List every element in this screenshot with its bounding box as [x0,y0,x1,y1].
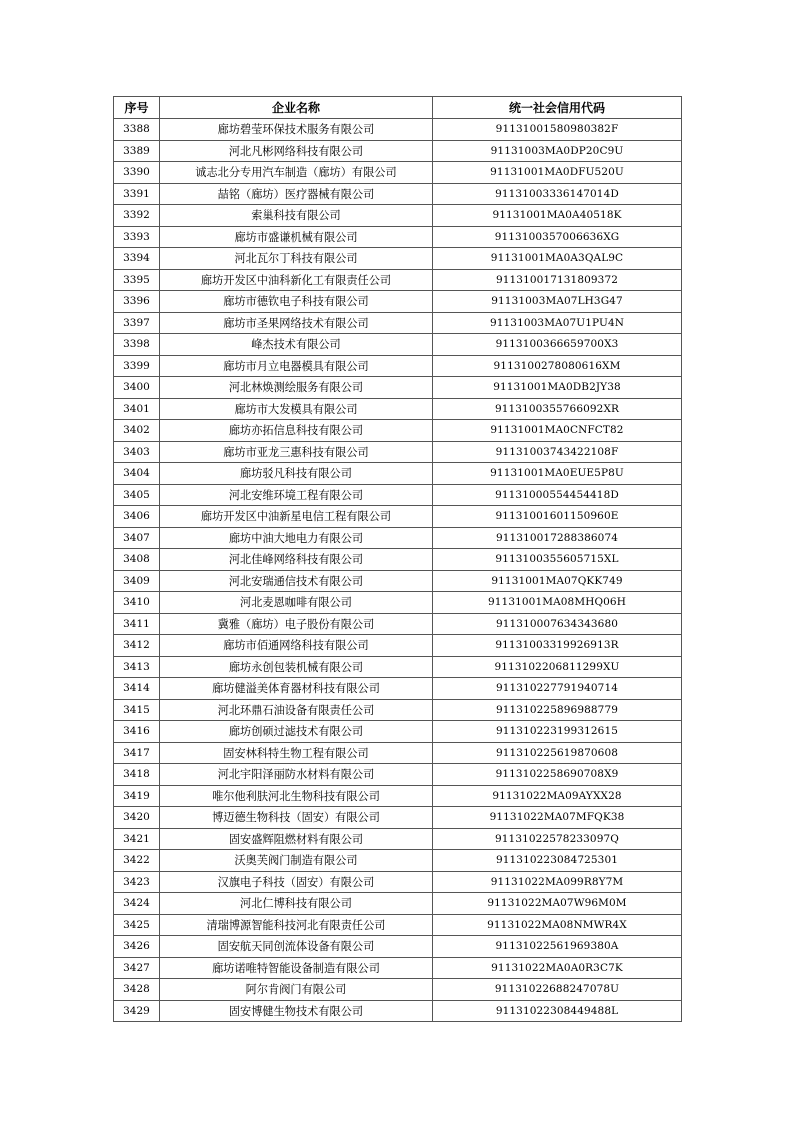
serial-number-cell: 3429 [114,1000,160,1022]
credit-code-cell: 91131022MA0A0R3C7K [433,957,682,979]
header-company-name: 企业名称 [160,97,433,119]
table-row [114,527,682,549]
credit-code-cell: 91131022688247078U [433,979,682,1001]
table-row [114,613,682,635]
company-name-cell: 索巢科技有限公司 [160,205,433,227]
company-name-cell: 廊坊驳凡科技有限公司 [160,463,433,485]
table-row [114,914,682,936]
table-row [114,893,682,915]
company-name-cell: 廊坊碧莹环保技术服务有限公司 [160,119,433,141]
table-row [114,592,682,614]
serial-number-cell: 3409 [114,570,160,592]
credit-code-cell: 9113100357006636XG [433,226,682,248]
serial-number-cell: 3413 [114,656,160,678]
serial-number-cell: 3426 [114,936,160,958]
credit-code-cell: 91131001MA08MHQ06H [433,592,682,614]
company-name-cell: 廊坊创硕过滤技术有限公司 [160,721,433,743]
serial-number-cell: 3422 [114,850,160,872]
serial-number-cell: 3391 [114,183,160,205]
table-row [114,291,682,313]
credit-code-cell: 9113100355605715XL [433,549,682,571]
serial-number-cell: 3402 [114,420,160,442]
company-name-cell: 固安林科特生物工程有限公司 [160,742,433,764]
serial-number-cell: 3399 [114,355,160,377]
company-name-cell: 固安航天同创流体设备有限公司 [160,936,433,958]
credit-code-cell: 91131000554454418D [433,484,682,506]
company-name-cell: 河北瓦尔丁科技有限公司 [160,248,433,270]
serial-number-cell: 3428 [114,979,160,1001]
credit-code-cell: 91131022308449488L [433,1000,682,1022]
credit-code-cell: 91131001MA0EUE5P8U [433,463,682,485]
credit-code-cell: 91131001MA0A3QAL9C [433,248,682,270]
company-name-cell: 冀雅（廊坊）电子股份有限公司 [160,613,433,635]
table-row [114,226,682,248]
company-name-cell: 阿尔肯阀门有限公司 [160,979,433,1001]
company-name-cell: 汉旗电子科技（固安）有限公司 [160,871,433,893]
company-name-cell: 河北麦恩咖啡有限公司 [160,592,433,614]
table-row [114,549,682,571]
table-row [114,570,682,592]
company-name-cell: 廊坊亦拓信息科技有限公司 [160,420,433,442]
serial-number-cell: 3423 [114,871,160,893]
table-row [114,377,682,399]
table-row [114,334,682,356]
company-name-cell: 峰杰技术有限公司 [160,334,433,356]
credit-code-cell: 911310223199312615 [433,721,682,743]
company-name-cell: 喆铭（廊坊）医疗器械有限公司 [160,183,433,205]
credit-code-cell: 91131003743422108F [433,441,682,463]
company-name-cell: 河北宇阳泽丽防水材料有限公司 [160,764,433,786]
credit-code-cell: 91131022MA09AYXX28 [433,785,682,807]
serial-number-cell: 3392 [114,205,160,227]
company-name-cell: 河北凡彬网络科技有限公司 [160,140,433,162]
header-row [114,97,682,119]
credit-code-cell: 91131022MA099R8Y7M [433,871,682,893]
serial-number-cell: 3411 [114,613,160,635]
serial-number-cell: 3397 [114,312,160,334]
table-row [114,656,682,678]
company-name-cell: 廊坊开发区中油科新化工有限责任公司 [160,269,433,291]
company-name-cell: 廊坊市大发模具有限公司 [160,398,433,420]
company-name-cell: 河北安维环境工程有限公司 [160,484,433,506]
company-name-cell: 廊坊诺唯特智能设备制造有限公司 [160,957,433,979]
credit-code-cell: 91131022MA07MFQK38 [433,807,682,829]
credit-code-cell: 91131003MA07U1PU4N [433,312,682,334]
table-row [114,678,682,700]
credit-code-cell: 911310223084725301 [433,850,682,872]
credit-code-cell: 911310225619870608 [433,742,682,764]
table-row [114,699,682,721]
credit-code-cell: 91131001580980382F [433,119,682,141]
table-row [114,183,682,205]
company-name-cell: 河北环鼎石油设备有限责任公司 [160,699,433,721]
credit-code-cell: 911310007634343680 [433,613,682,635]
company-name-cell: 博迈德生物科技（固安）有限公司 [160,807,433,829]
company-name-cell: 廊坊永创包装机械有限公司 [160,656,433,678]
credit-code-cell: 91131022578233097Q [433,828,682,850]
serial-number-cell: 3415 [114,699,160,721]
company-name-cell: 河北安瑞通信技术有限公司 [160,570,433,592]
credit-code-cell: 9113100278080616XM [433,355,682,377]
credit-code-cell: 91131001MA0CNFCT82 [433,420,682,442]
serial-number-cell: 3400 [114,377,160,399]
table-row [114,785,682,807]
serial-number-cell: 3414 [114,678,160,700]
company-name-cell: 廊坊市佰通网络科技有限公司 [160,635,433,657]
table-row [114,248,682,270]
table-row [114,828,682,850]
table-row [114,420,682,442]
credit-code-cell: 911310225896988779 [433,699,682,721]
table-row [114,936,682,958]
table-row [114,807,682,829]
company-name-cell: 河北佳峰网络科技有限公司 [160,549,433,571]
credit-code-cell: 91131003336147014D [433,183,682,205]
serial-number-cell: 3388 [114,119,160,141]
table-row [114,979,682,1001]
table-header [114,97,682,119]
table-row [114,1000,682,1022]
company-name-cell: 廊坊市亚龙三惠科技有限公司 [160,441,433,463]
serial-number-cell: 3396 [114,291,160,313]
header-serial-number: 序号 [114,97,160,119]
serial-number-cell: 3417 [114,742,160,764]
serial-number-cell: 3425 [114,914,160,936]
credit-code-cell: 91131022561969380A [433,936,682,958]
table-row [114,140,682,162]
company-name-cell: 廊坊开发区中油新星电信工程有限公司 [160,506,433,528]
credit-code-cell: 91131001601150960E [433,506,682,528]
table-row [114,312,682,334]
credit-code-cell: 911310017288386074 [433,527,682,549]
table-row [114,398,682,420]
serial-number-cell: 3401 [114,398,160,420]
serial-number-cell: 3408 [114,549,160,571]
credit-code-cell: 91131001MA0A40518K [433,205,682,227]
credit-code-cell: 91131003MA07LH3G47 [433,291,682,313]
company-name-cell: 廊坊市德钦电子科技有限公司 [160,291,433,313]
serial-number-cell: 3410 [114,592,160,614]
serial-number-cell: 3404 [114,463,160,485]
table-row [114,742,682,764]
credit-code-cell: 9113102206811299XU [433,656,682,678]
company-name-cell: 唯尔他利肤河北生物科技有限公司 [160,785,433,807]
serial-number-cell: 3393 [114,226,160,248]
company-name-cell: 清瑞博源智能科技河北有限责任公司 [160,914,433,936]
serial-number-cell: 3398 [114,334,160,356]
serial-number-cell: 3406 [114,506,160,528]
credit-code-cell: 9113102258690708X9 [433,764,682,786]
serial-number-cell: 3424 [114,893,160,915]
table-body [114,119,682,1022]
company-name-cell: 廊坊中油大地电力有限公司 [160,527,433,549]
credit-code-cell: 91131003MA0DP20C9U [433,140,682,162]
company-name-cell: 固安盛辉阻燃材料有限公司 [160,828,433,850]
table-row [114,355,682,377]
company-name-cell: 廊坊市月立电器模具有限公司 [160,355,433,377]
header-credit-code: 统一社会信用代码 [433,97,682,119]
table-row [114,484,682,506]
enterprise-table [113,96,682,1022]
table-row [114,441,682,463]
table-row [114,463,682,485]
table-row [114,205,682,227]
table-row [114,764,682,786]
credit-code-cell: 91131022MA07W96M0M [433,893,682,915]
credit-code-cell: 91131001MA07QKK749 [433,570,682,592]
table-row [114,162,682,184]
credit-code-cell: 91131003319926913R [433,635,682,657]
serial-number-cell: 3405 [114,484,160,506]
credit-code-cell: 91131001MA0DFU520U [433,162,682,184]
credit-code-cell: 91131022MA08NMWR4X [433,914,682,936]
serial-number-cell: 3427 [114,957,160,979]
serial-number-cell: 3418 [114,764,160,786]
table-row [114,269,682,291]
serial-number-cell: 3419 [114,785,160,807]
company-name-cell: 廊坊市盛谦机械有限公司 [160,226,433,248]
company-name-cell: 河北仁博科技有限公司 [160,893,433,915]
serial-number-cell: 3420 [114,807,160,829]
serial-number-cell: 3403 [114,441,160,463]
serial-number-cell: 3390 [114,162,160,184]
table-row [114,957,682,979]
company-name-cell: 沃奥芙阀门制造有限公司 [160,850,433,872]
table-row [114,871,682,893]
table-row [114,850,682,872]
table-row [114,635,682,657]
table-row [114,721,682,743]
credit-code-cell: 911310227791940714 [433,678,682,700]
credit-code-cell: 91131001MA0DB2JY38 [433,377,682,399]
serial-number-cell: 3389 [114,140,160,162]
serial-number-cell: 3412 [114,635,160,657]
company-name-cell: 固安博健生物技术有限公司 [160,1000,433,1022]
serial-number-cell: 3394 [114,248,160,270]
credit-code-cell: 911310017131809372 [433,269,682,291]
company-name-cell: 诚志北分专用汽车制造（廊坊）有限公司 [160,162,433,184]
company-name-cell: 河北林焕测绘服务有限公司 [160,377,433,399]
credit-code-cell: 9113100355766092XR [433,398,682,420]
company-name-cell: 廊坊健溢美体育器材科技有限公司 [160,678,433,700]
table-row [114,119,682,141]
serial-number-cell: 3416 [114,721,160,743]
company-name-cell: 廊坊市圣果网络技术有限公司 [160,312,433,334]
serial-number-cell: 3421 [114,828,160,850]
credit-code-cell: 9113100366659700X3 [433,334,682,356]
table-row [114,506,682,528]
serial-number-cell: 3407 [114,527,160,549]
serial-number-cell: 3395 [114,269,160,291]
